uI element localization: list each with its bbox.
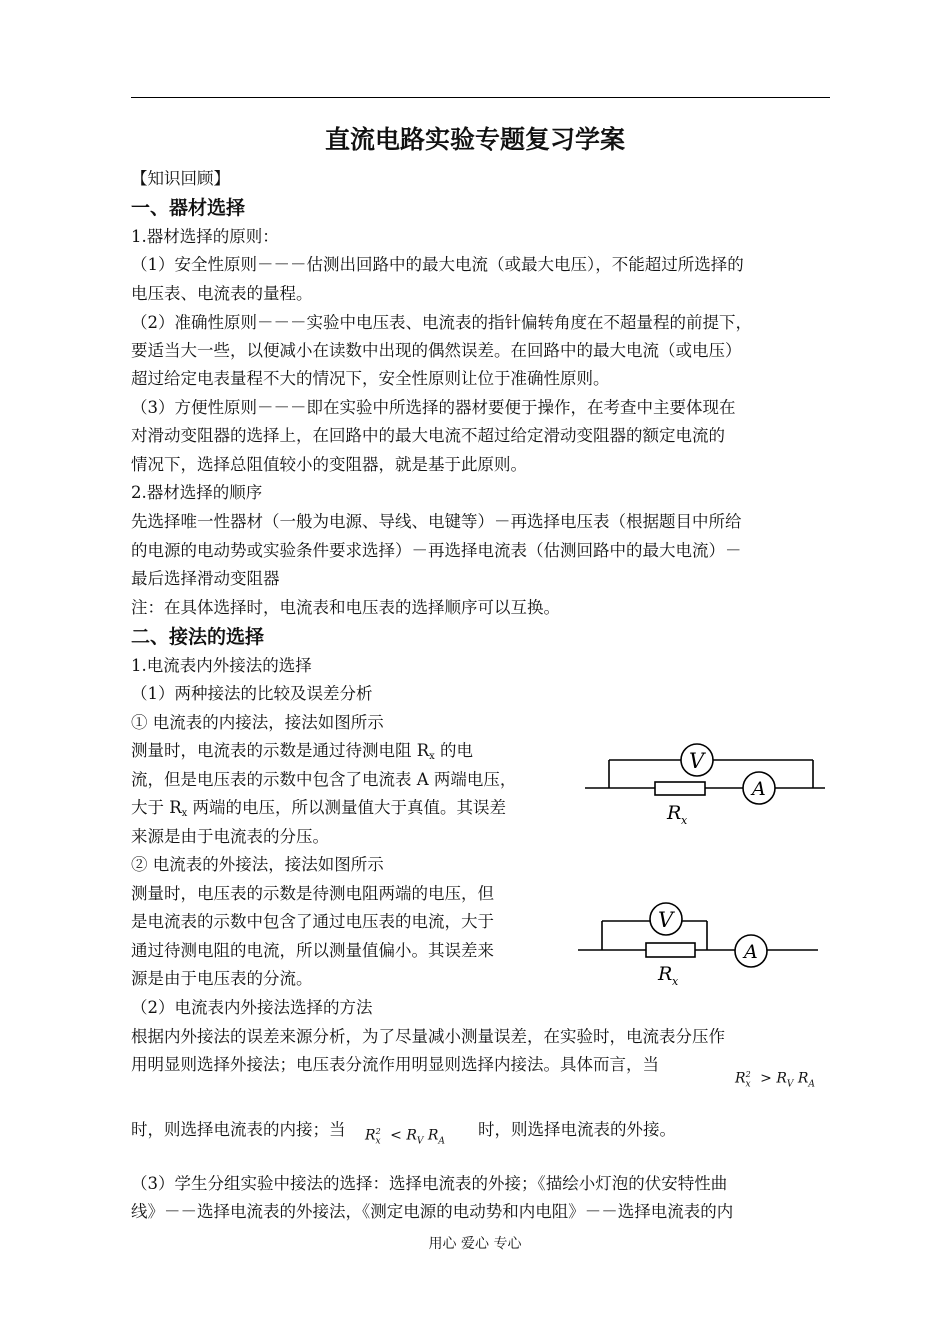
- formula-greater: $R_x^2 > R_V$ $R_A$: [735, 1070, 815, 1090]
- method-line-1: 根据内外接法的误差来源分析，为了尽量减小测量误差，在实验时，电流表分压作: [131, 1027, 725, 1046]
- inner-line-3: 大于 Rx 两端的电压，所以测量值大于真值。其误差: [131, 798, 507, 819]
- accuracy-line-1: （2）准确性原则－－－实验中电压表、电流表的指针偏转角度在不超量程的前提下，: [131, 313, 752, 332]
- method-line-3-a: 时，则选择电流表的内接；当: [131, 1120, 346, 1139]
- resistor-label: R: [667, 802, 682, 824]
- outer-line-2: 是电流表的示数中包含了通过电压表的电流，大于: [131, 912, 494, 931]
- resistor-sub-label: x: [681, 814, 688, 827]
- voltmeter-label: V: [658, 908, 674, 932]
- outer-line-4: 源是由于电压表的分流。: [131, 969, 313, 988]
- inner-connection-circuit: [580, 735, 830, 830]
- convenience-line-3: 情况下，选择总阻值较小的变阻器，就是基于此原则。: [131, 455, 527, 474]
- group-line-1: （3）学生分组实验中接法的选择：选择电流表的外接；《描绘小灯泡的伏安特性曲: [131, 1174, 728, 1193]
- order-heading: 2.器材选择的顺序: [131, 483, 263, 502]
- resistor-rx-icon: [655, 782, 705, 795]
- ammeter-label: A: [744, 941, 758, 963]
- review-label: 【知识回顾】: [131, 169, 230, 188]
- page-title: 直流电路实验专题复习学案: [324, 125, 625, 154]
- inner-line-4: 来源是由于电流表的分压。: [131, 827, 329, 846]
- note-line: 注：在具体选择时，电流表和电压表的选择顺序可以互换。: [131, 598, 560, 617]
- method-heading: （2）电流表内外接法选择的方法: [131, 998, 373, 1017]
- page-footer: 用心 爱心 专心: [428, 1236, 522, 1252]
- ammeter-label: A: [752, 778, 766, 800]
- section-1-heading: 一、器材选择: [131, 197, 246, 219]
- convenience-line-1: （3）方便性原则－－－即在实验中所选择的器材要便于操作，在考查中主要体现在: [131, 398, 736, 417]
- accuracy-line-3: 超过给定电表量程不大的情况下，安全性原则让位于准确性原则。: [131, 369, 610, 388]
- safety-line-2: 电压表、电流表的量程。: [131, 284, 313, 303]
- method-line-2: 用明显则选择外接法；电压表分流作用明显则选择内接法。具体而言，当: [131, 1055, 659, 1074]
- outer-connection-circuit: [575, 900, 825, 995]
- compare-heading: （1）两种接法的比较及误差分析: [131, 684, 373, 703]
- outer-line-1: 测量时，电压表的示数是待测电阻两端的电压，但: [131, 884, 494, 903]
- method-line-3-b: 时，则选择电流表的外接。: [478, 1120, 676, 1139]
- resistor-rx-icon: [646, 943, 695, 957]
- resistor-sub-label: x: [672, 975, 679, 988]
- order-line-1: 先选择唯一性器材（一般为电源、导线、电键等）－再选择电压表（根据题目中所给: [131, 512, 742, 531]
- convenience-line-2: 对滑动变阻器的选择上，在回路中的最大电流不超过给定滑动变阻器的额定电流的: [131, 426, 725, 445]
- principles-heading: 1.器材选择的原则：: [131, 227, 279, 246]
- inner-line-2: 流，但是电压表的示数中包含了电流表 A 两端电压，: [131, 770, 517, 789]
- ammeter-connection-heading: 1.电流表内外接法的选择: [131, 656, 312, 675]
- formula-less: $R_x^2 < R_V$ $R_A$: [365, 1127, 445, 1147]
- group-line-2: 线》－－选择电流表的外接法，《测定电源的电动势和内电阻》－－选择电流表的内: [131, 1202, 734, 1221]
- outer-line-3: 通过待测电阻的电流，所以测量值偏小。其误差来: [131, 941, 494, 960]
- section-2-heading: 二、接法的选择: [131, 626, 265, 648]
- voltmeter-label: V: [689, 749, 705, 773]
- inner-line-1: 测量时，电流表的示数是通过待测电阻 Rx 的电: [131, 741, 474, 762]
- accuracy-line-2: 要适当大一些，以便减小在读数中出现的偶然误差。在回路中的最大电流（或电压）: [131, 341, 742, 360]
- order-line-2: 的电源的电动势或实验条件要求选择）－再选择电流表（估测回路中的最大电流）－: [131, 541, 742, 560]
- inner-method-heading: ① 电流表的内接法，接法如图所示: [131, 713, 384, 732]
- top-rule: [131, 97, 830, 98]
- order-line-3: 最后选择滑动变阻器: [131, 569, 280, 588]
- safety-line-1: （1）安全性原则－－－估测出回路中的最大电流（或最大电压），不能超过所选择的: [131, 255, 744, 274]
- resistor-label: R: [658, 963, 673, 985]
- outer-method-heading: ② 电流表的外接法，接法如图所示: [131, 855, 384, 874]
